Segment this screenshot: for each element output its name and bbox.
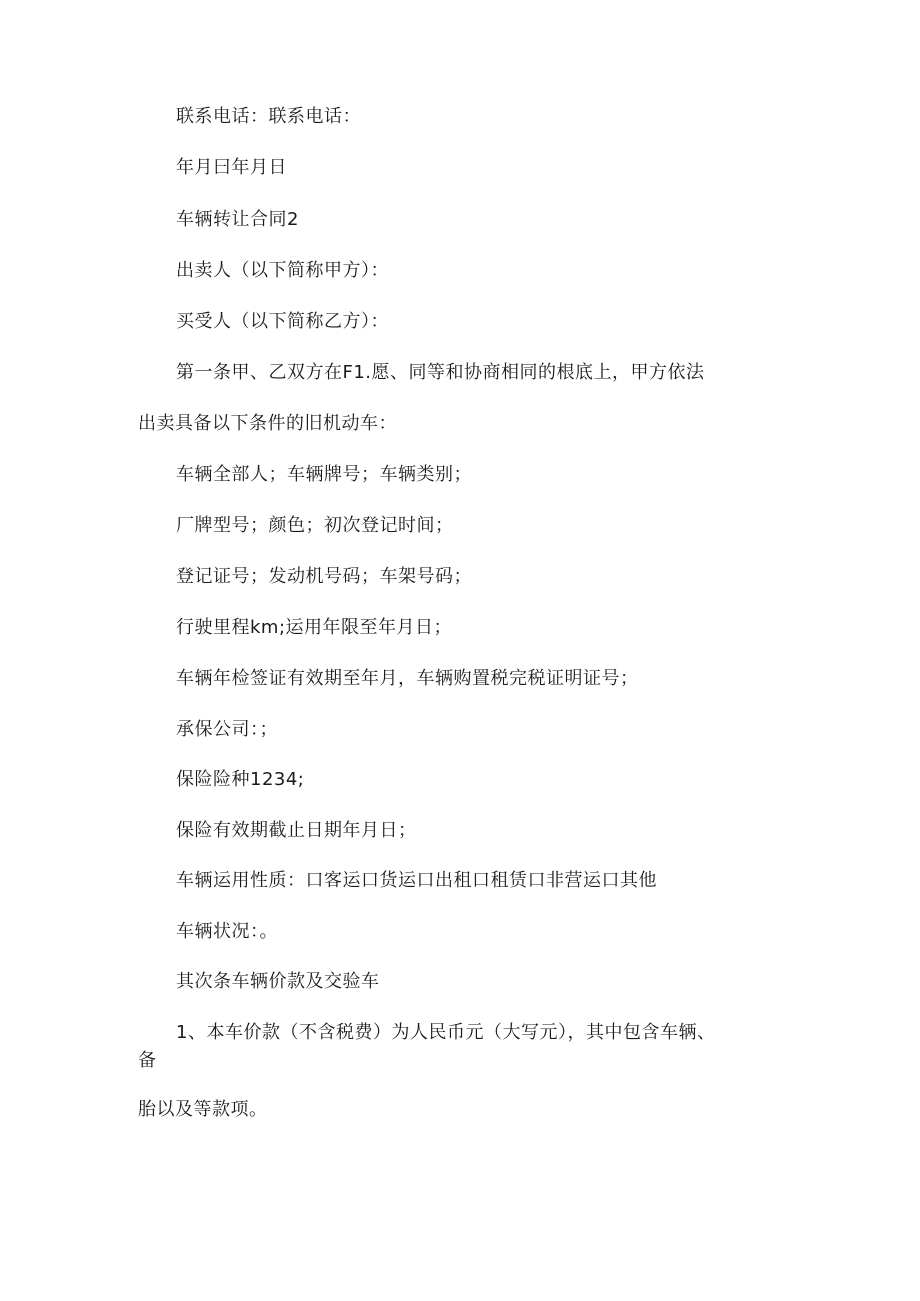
price-clause-continuation: 胎以及等款项。 (138, 1099, 268, 1120)
contact-phone-line: 联系电话：联系电话： (176, 106, 361, 127)
date-line: 年月曰年月日 (176, 157, 287, 178)
registration-line: 登记证号；发动机号码；车架号码； (176, 566, 472, 587)
mileage-line: 行驶里程km;运用年限至年月日； (176, 617, 453, 638)
article-one-line: 第一条甲、乙双方在F1.愿、同等和协商相同的根底上，甲方依法 (176, 362, 705, 383)
insurance-type-line: 保险险种1234; (176, 769, 305, 790)
seller-line: 出卖人（以下简称甲方）： (176, 260, 389, 281)
price-clause-wrap: 备 (138, 1050, 157, 1071)
buyer-line: 买受人（以下简称乙方）： (176, 311, 389, 332)
article-two-heading: 其次条车辆价款及交验车 (176, 971, 380, 992)
insurance-expiry-line: 保险有效期截止日期年月日； (176, 820, 417, 841)
vehicle-status-line: 车辆状况：。 (176, 921, 278, 942)
document-title: 车辆转让合同2 (176, 209, 299, 230)
price-clause-line: 1、本车价款（不含税费）为人民币元（大写元），其中包含车辆、 (176, 1022, 716, 1043)
vehicle-model-line: 厂牌型号；颜色；初次登记时间； (176, 515, 454, 536)
article-one-continuation: 出卖具备以下条件的旧机动车： (138, 413, 397, 434)
vehicle-owner-line: 车辆全部人；车辆牌号；车辆类别； (176, 464, 472, 485)
insurer-line: 承保公司：； (176, 719, 278, 740)
inspection-line: 车辆年检签证有效期至年月，车辆购置税完税证明证号； (176, 668, 639, 689)
usage-nature-line: 车辆运用性质：口客运口货运口出租口租赁口非营运口其他 (176, 870, 657, 891)
